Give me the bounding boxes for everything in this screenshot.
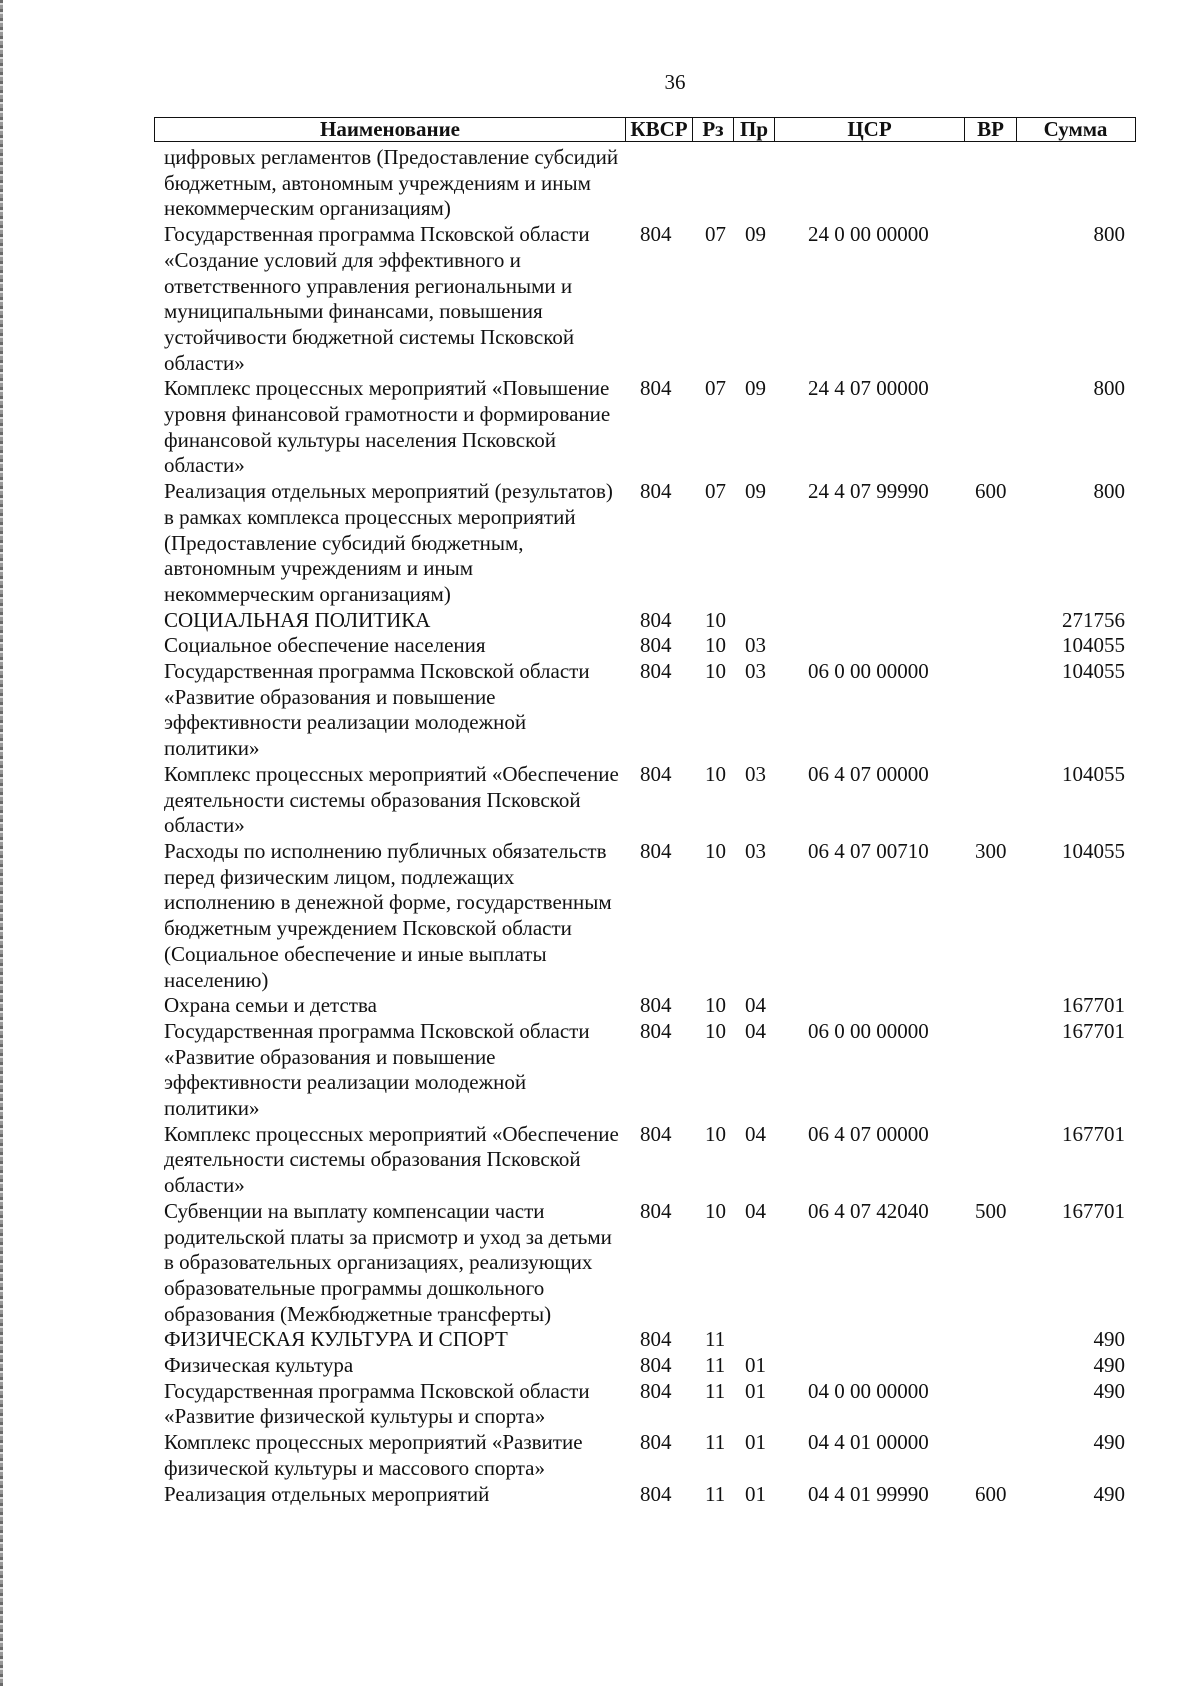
csr-cell: 24 4 07 99990 [808, 479, 929, 504]
sum-cell: 490 [1093, 1481, 1125, 1506]
pr-cell: 04 [745, 1198, 766, 1223]
table-row [0, 1199, 1200, 1328]
rz-cell: 11 [705, 1353, 726, 1378]
kvsr-cell: 804 [640, 376, 672, 401]
sum-cell: 104055 [1062, 761, 1125, 786]
rz-cell: 11 [705, 1378, 726, 1403]
table-row [0, 1327, 1200, 1353]
csr-cell: 06 4 07 00710 [808, 838, 929, 863]
rz-cell: 10 [705, 633, 726, 658]
sum-cell: 800 [1093, 222, 1125, 247]
kvsr-cell: 804 [640, 993, 672, 1018]
rz-cell: 07 [705, 376, 726, 401]
page-number: 36 [664, 70, 686, 94]
rz-cell: 10 [705, 659, 726, 684]
csr-cell: 24 4 07 00000 [808, 376, 929, 401]
csr-cell: 06 0 00 00000 [808, 659, 929, 684]
rz-cell: 10 [705, 1018, 726, 1043]
sum-cell: 104055 [1062, 838, 1125, 863]
name-cell: Субвенции на выплату компенсации части родительской платы за присмотр и уход за детьми в образовательных организациях, реализующих образовательные программы дошкольного образования (Межбюджетные трансферты) [164, 1198, 612, 1326]
table-row [0, 839, 1200, 993]
vr-cell: 300 [975, 838, 1007, 863]
name-cell: Государственная программа Псковской области «Создание условий для эффективного и ответственного управления региональными и муниципальными финансами, повышения устойчивости бюджетной системы Псковской области» [164, 222, 590, 375]
kvsr-cell: 804 [640, 1327, 672, 1352]
name-cell: цифровых регламентов (Предоставление субсидий бюджетным, автономным учреждениям и иным некоммерческим организациям) [164, 145, 619, 221]
name-cell: Охрана семьи и детства [164, 993, 377, 1018]
sum-cell: 800 [1093, 479, 1125, 504]
table-row [0, 1353, 1200, 1379]
header-name: Наименование [155, 118, 626, 141]
pr-cell: 09 [745, 479, 766, 504]
name-cell: Реализация отдельных мероприятий (результатов) в рамках комплекса процессных мероприятий (Предоставление субсидий бюджетным, автономным учреждениям и иным некоммерческим организациям) [164, 479, 613, 606]
rz-cell: 10 [705, 993, 726, 1018]
csr-cell: 24 0 00 00000 [808, 222, 929, 247]
csr-cell: 06 0 00 00000 [808, 1018, 929, 1043]
pr-cell: 04 [745, 1121, 766, 1146]
pr-cell: 01 [745, 1378, 766, 1403]
rz-cell: 10 [705, 761, 726, 786]
kvsr-cell: 804 [640, 607, 672, 632]
table-row [0, 376, 1200, 479]
kvsr-cell: 804 [640, 1378, 672, 1403]
kvsr-cell: 804 [640, 761, 672, 786]
rz-cell: 11 [705, 1481, 726, 1506]
rz-cell: 10 [705, 1121, 726, 1146]
name-cell: СОЦИАЛЬНАЯ ПОЛИТИКА [164, 607, 431, 632]
kvsr-cell: 804 [640, 222, 672, 247]
sum-cell: 490 [1093, 1353, 1125, 1378]
name-cell: Комплекс процессных мероприятий «Обеспечение деятельности системы образования Псковской области» [164, 1121, 619, 1198]
table-row [0, 145, 1200, 222]
pr-cell: 09 [745, 376, 766, 401]
header-sum: Сумма [1043, 117, 1108, 141]
csr-cell: 06 4 07 00000 [808, 761, 929, 786]
pr-cell: 01 [745, 1353, 766, 1378]
sum-cell: 490 [1093, 1327, 1125, 1352]
table-row [0, 479, 1200, 608]
header-kvsr: КВСР [626, 118, 693, 141]
kvsr-cell: 804 [640, 1481, 672, 1506]
name-cell: Комплекс процессных мероприятий «Обеспечение деятельности системы образования Псковской области» [164, 761, 619, 838]
csr-cell: 04 4 01 00000 [808, 1430, 929, 1455]
sum-cell: 167701 [1062, 993, 1125, 1018]
table-row [0, 1482, 1200, 1508]
rz-cell: 11 [705, 1327, 726, 1352]
name-cell: Государственная программа Псковской области «Развитие физической культуры и спорта» [164, 1378, 590, 1429]
table-row [0, 993, 1200, 1019]
sum-cell: 167701 [1062, 1198, 1125, 1223]
sum-cell: 104055 [1062, 659, 1125, 684]
table-row [0, 633, 1200, 659]
sum-cell: 490 [1093, 1430, 1125, 1455]
csr-cell: 06 4 07 42040 [808, 1198, 929, 1223]
name-cell: Социальное обеспечение населения [164, 633, 486, 658]
sum-cell: 490 [1093, 1378, 1125, 1403]
sum-cell: 167701 [1062, 1121, 1125, 1146]
pr-cell: 03 [745, 633, 766, 658]
pr-cell: 04 [745, 993, 766, 1018]
pr-cell: 03 [745, 838, 766, 863]
table-row [0, 608, 1200, 634]
sum-cell: 271756 [1062, 607, 1125, 632]
name-cell: Государственная программа Псковской области «Развитие образования и повышение эффективности реализации молодежной политики» [164, 659, 590, 761]
rz-cell: 07 [705, 222, 726, 247]
name-cell: Реализация отдельных мероприятий [164, 1481, 490, 1506]
table-row [0, 1430, 1200, 1481]
pr-cell: 04 [745, 1018, 766, 1043]
pr-cell: 03 [745, 659, 766, 684]
name-cell: Физическая культура [164, 1353, 354, 1378]
name-cell: Расходы по исполнению публичных обязательств перед физическим лицом, подлежащих исполнению в денежной форме, государственным бюджетным учреждением Псковской области (Социальное обеспечение и иные выплаты населению) [164, 838, 612, 992]
sum-cell: 104055 [1062, 633, 1125, 658]
header-pr: Пр [734, 118, 775, 141]
rz-cell: 11 [705, 1430, 726, 1455]
name-cell: ФИЗИЧЕСКАЯ КУЛЬТУРА И СПОРТ [164, 1327, 508, 1352]
table-row [0, 1379, 1200, 1430]
pr-cell: 01 [745, 1481, 766, 1506]
name-cell: Комплекс процессных мероприятий «Развитие физической культуры и массового спорта» [164, 1430, 583, 1480]
header-vr: ВР [965, 118, 1017, 141]
kvsr-cell: 804 [640, 1198, 672, 1223]
table-row [0, 222, 1200, 376]
pr-cell: 03 [745, 761, 766, 786]
kvsr-cell: 804 [640, 659, 672, 684]
csr-cell: 04 0 00 00000 [808, 1378, 929, 1403]
csr-cell: 06 4 07 00000 [808, 1121, 929, 1146]
header-csr: ЦСР [775, 118, 965, 141]
header-rz: Рз [693, 118, 734, 141]
table-row [0, 659, 1200, 762]
kvsr-cell: 804 [640, 838, 672, 863]
vr-cell: 500 [975, 1198, 1007, 1223]
vr-cell: 600 [975, 479, 1007, 504]
table-header [154, 117, 1136, 142]
pr-cell: 09 [745, 222, 766, 247]
table-row [0, 762, 1200, 839]
kvsr-cell: 804 [640, 1353, 672, 1378]
rz-cell: 10 [705, 1198, 726, 1223]
name-cell: Государственная программа Псковской области «Развитие образования и повышение эффективности реализации молодежной политики» [164, 1018, 590, 1121]
table-row [0, 1122, 1200, 1199]
pr-cell: 01 [745, 1430, 766, 1455]
table-row [0, 1019, 1200, 1122]
sum-cell: 800 [1093, 376, 1125, 401]
sum-cell: 167701 [1062, 1018, 1125, 1043]
kvsr-cell: 804 [640, 633, 672, 658]
kvsr-cell: 804 [640, 1430, 672, 1455]
rz-cell: 10 [705, 838, 726, 863]
kvsr-cell: 804 [640, 1121, 672, 1146]
kvsr-cell: 804 [640, 479, 672, 504]
csr-cell: 04 4 01 99990 [808, 1481, 929, 1506]
vr-cell: 600 [975, 1481, 1007, 1506]
table-body [0, 145, 1200, 1507]
rz-cell: 07 [705, 479, 726, 504]
rz-cell: 10 [705, 607, 726, 632]
name-cell: Комплекс процессных мероприятий «Повышение уровня финансовой грамотности и формирование финансовой культуры населения Псковской области» [164, 376, 611, 478]
kvsr-cell: 804 [640, 1018, 672, 1043]
